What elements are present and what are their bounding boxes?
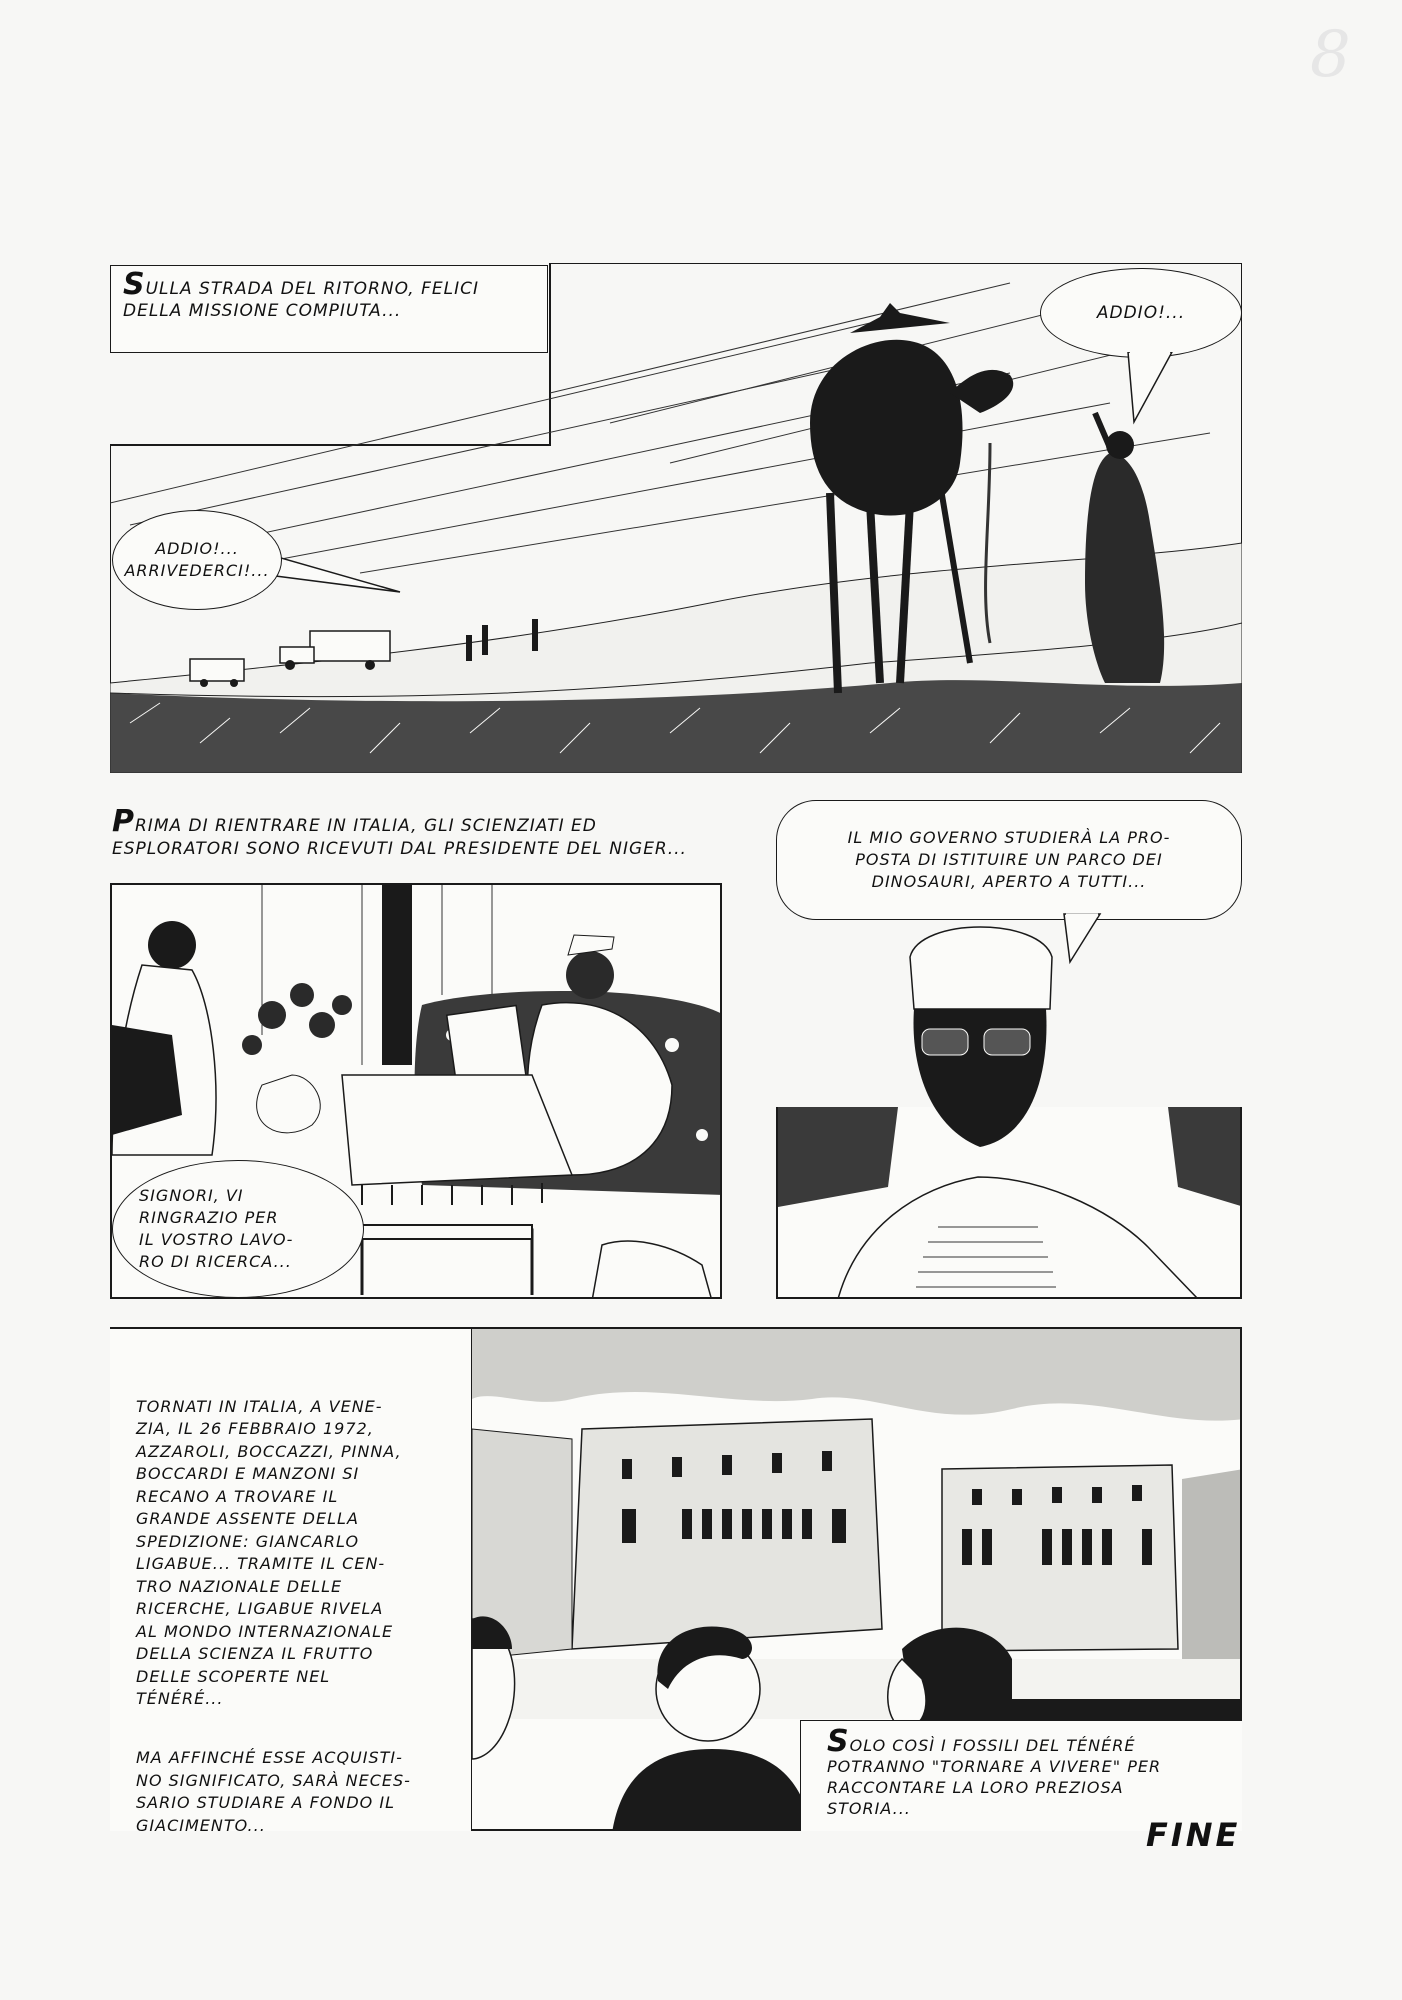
panel4-caption-left-text-2: MA AFFINCHÉ ESSE ACQUISTI- NO SIGNIFICATO, SARÀ NECES- SARIO STUDIARE A FONDO IL GIACIMENTO... [136, 1748, 411, 1835]
panel1-caption: SULLA STRADA DEL RITORNO, FELICI DELLA MISSIONE COMPIUTA... [110, 265, 548, 353]
end-mark: FINE [1146, 1816, 1241, 1854]
panel4-caption-left [110, 1329, 472, 1835]
panel4-caption-left-text: TORNATI IN ITALIA, A VENE- ZIA, IL 26 FEBBRAIO 1972, AZZAROLI, BOCCAZZI, PINNA, BOCCARDI E MANZONI SI RECANO A TROVARE IL GRANDE ASSENTE DELLA SPEDIZIONE: GIANCARLO LIGABUE... TRAMITE IL CEN- TRO NAZIONALE DELLE RICERCHE, LIGABUE RIVELA AL MONDO INTERNAZIONALE DELLA SCIENZA IL FRUTTO DELLE SCOPERTE NEL TÉNÉRÉ... [136, 1396, 402, 1708]
robed-figure [1085, 413, 1164, 683]
palazzo-left [572, 1419, 882, 1649]
panel2-bubble-signori: SIGNORI, VI RINGRAZIO PER IL VOSTRO LAVO- RO DI RICERCA... [112, 1160, 364, 1298]
panel4-caption-right: SOLO COSÌ I FOSSILI DEL TÉNÉRÉ POTRANNO "TORNARE A VIVERE" PER RACCONTARE LA LORO PREZIOSA STORIA... [800, 1720, 1242, 1831]
panel1-bubble-arrivederci: ADDIO!... ARRIVEDERCI!... [112, 510, 282, 610]
president-face [900, 917, 1060, 1177]
panel3-bubble-governo: IL MIO GOVERNO STUDIERÀ LA PRO- POSTA DI ISTITUIRE UN PARCO DEI DINOSAURI, APERTO A TUTTI... [776, 800, 1242, 920]
bubble-tail [1120, 352, 1180, 432]
bubble-tail [1060, 912, 1120, 968]
page-number: 8 [1310, 18, 1351, 92]
panel1-bubble-addio: ADDIO!... [1040, 268, 1242, 358]
bubble-tail [260, 548, 410, 608]
row2-intro-caption: PRIMA DI RIENTRARE IN ITALIA, GLI SCIENZIATI ED ESPLORATORI SONO RICEVUTI DAL PRESIDENTE DEL NIGER... [112, 804, 687, 859]
palazzo-right [942, 1465, 1178, 1651]
